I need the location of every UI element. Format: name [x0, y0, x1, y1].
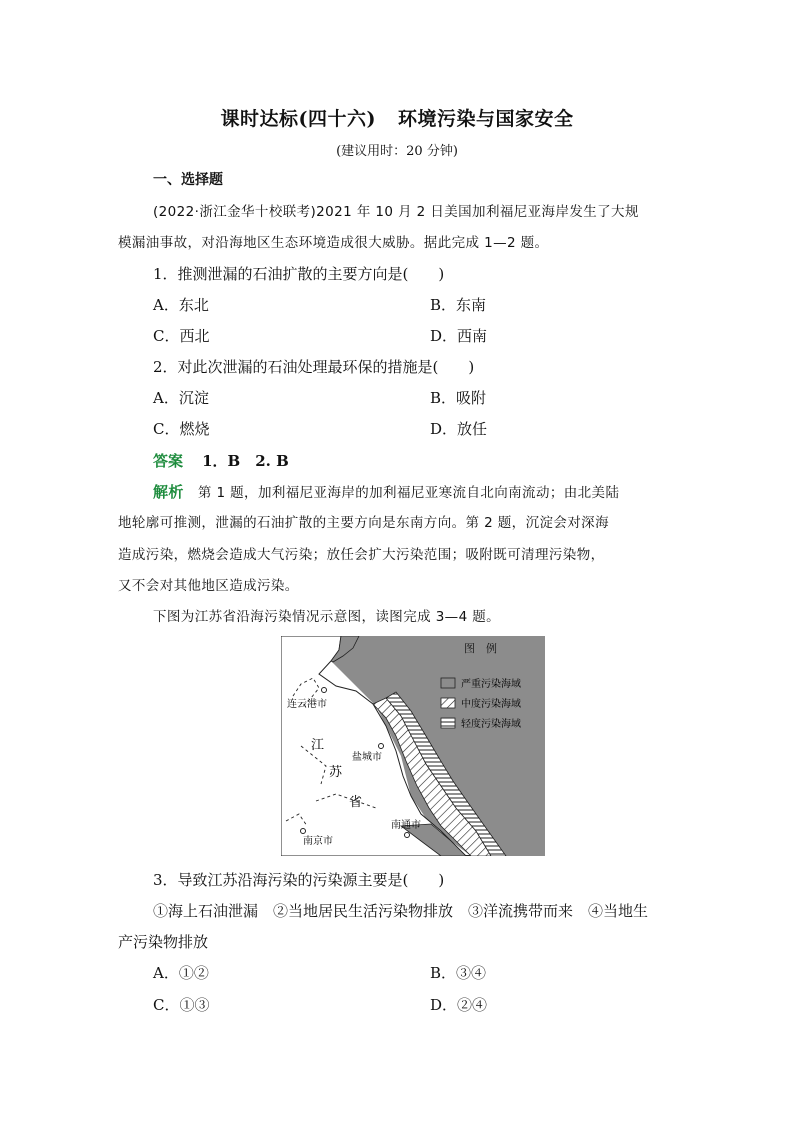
city-marker-nanjing: [301, 829, 306, 834]
q3-option-d: D．②④: [430, 996, 488, 1014]
q3-options-line1: ①海上石油泄漏 ②当地居民生活污染物排放 ③洋流携带而来 ④当地生: [153, 902, 649, 920]
city-marker-yancheng: [379, 744, 384, 749]
analysis-label: 解析: [153, 483, 184, 501]
q2-stem: 2．对此次泄漏的石油处理最环保的措施是( ): [153, 358, 475, 376]
legend-severe: 严重污染海域: [461, 679, 521, 690]
q2-option-c: C．燃烧: [153, 420, 210, 438]
q1-option-b: B．东南: [430, 296, 487, 314]
q3-option-c: C．①③: [153, 996, 210, 1014]
city-marker-lianyungang: [322, 688, 327, 693]
answer-row: [153, 451, 289, 471]
q3-option-a: A．①②: [153, 964, 209, 982]
answer-label: 答案: [153, 452, 184, 470]
legend-moderate: 中度污染海域: [461, 699, 521, 710]
q2-option-a: A．沉淀: [153, 389, 209, 407]
q3-options-line2: 产污染物排放: [118, 933, 209, 951]
city-nantong: 南通市: [391, 820, 421, 831]
province-char-3: 省: [349, 795, 363, 810]
analysis-line3: 造成污染，燃烧会造成大气污染；放任会扩大污染范围；吸附既可清理污染物，: [118, 547, 605, 563]
answer-text: 1．B 2. B: [202, 452, 289, 470]
jiangsu-pollution-map: [281, 636, 545, 856]
city-marker-nantong: [405, 833, 410, 838]
legend-swatch-moderate: [441, 698, 455, 708]
subtitle: (建议用时：20 分钟): [336, 144, 458, 159]
city-yancheng: 盐城市: [352, 752, 382, 763]
legend-swatch-light: [441, 718, 455, 728]
analysis-text-1: 第 1 题，加利福尼亚海岸的加利福尼亚寒流自北向南流动；由北美陆: [197, 485, 620, 501]
q3-option-b: B．③④: [430, 964, 487, 982]
title-part-1: 课时达标(四十六): [220, 108, 376, 130]
city-lianyungang: 连云港市: [287, 699, 327, 710]
analysis-line2: 地轮廓可推测，泄漏的石油扩散的主要方向是东南方向。第 2 题，沉淀会对深海: [118, 515, 609, 531]
legend-title: 图 例: [464, 642, 497, 655]
legend-swatch-severe: [441, 678, 455, 688]
q3-stem: 3．导致江苏沿海污染的污染源主要是( ): [153, 871, 445, 889]
province-char-2: 苏: [329, 765, 343, 780]
analysis-line4: 又不会对其他地区造成污染。: [118, 578, 299, 594]
q1-option-d: D．西南: [430, 327, 488, 345]
q1-option-a: A．东北: [153, 296, 209, 314]
title-part-2: 环境污染与国家安全: [397, 108, 574, 130]
analysis-line1: [153, 482, 619, 503]
province-char-1: 江: [311, 738, 325, 753]
intro1-line2: 模漏油事故，对沿海地区生态环境造成很大威胁。据此完成 1—2 题。: [118, 235, 549, 251]
q1-stem: 1．推测泄漏的石油扩散的主要方向是( ): [153, 265, 445, 283]
q2-option-b: B．吸附: [430, 389, 487, 407]
q1-option-c: C．西北: [153, 327, 210, 345]
intro2: 下图为江苏省沿海污染情况示意图，读图完成 3—4 题。: [153, 609, 501, 625]
intro1-line1: (2022·浙江金华十校联考)2021 年 10 月 2 日美国加利福尼亚海岸发生了大规: [153, 204, 639, 220]
city-nanjing: 南京市: [303, 836, 333, 847]
section-heading: 一、选择题: [153, 172, 223, 188]
q2-option-d: D．放任: [430, 420, 488, 438]
page-title: [0, 104, 794, 131]
legend-light: 轻度污染海域: [461, 719, 521, 730]
